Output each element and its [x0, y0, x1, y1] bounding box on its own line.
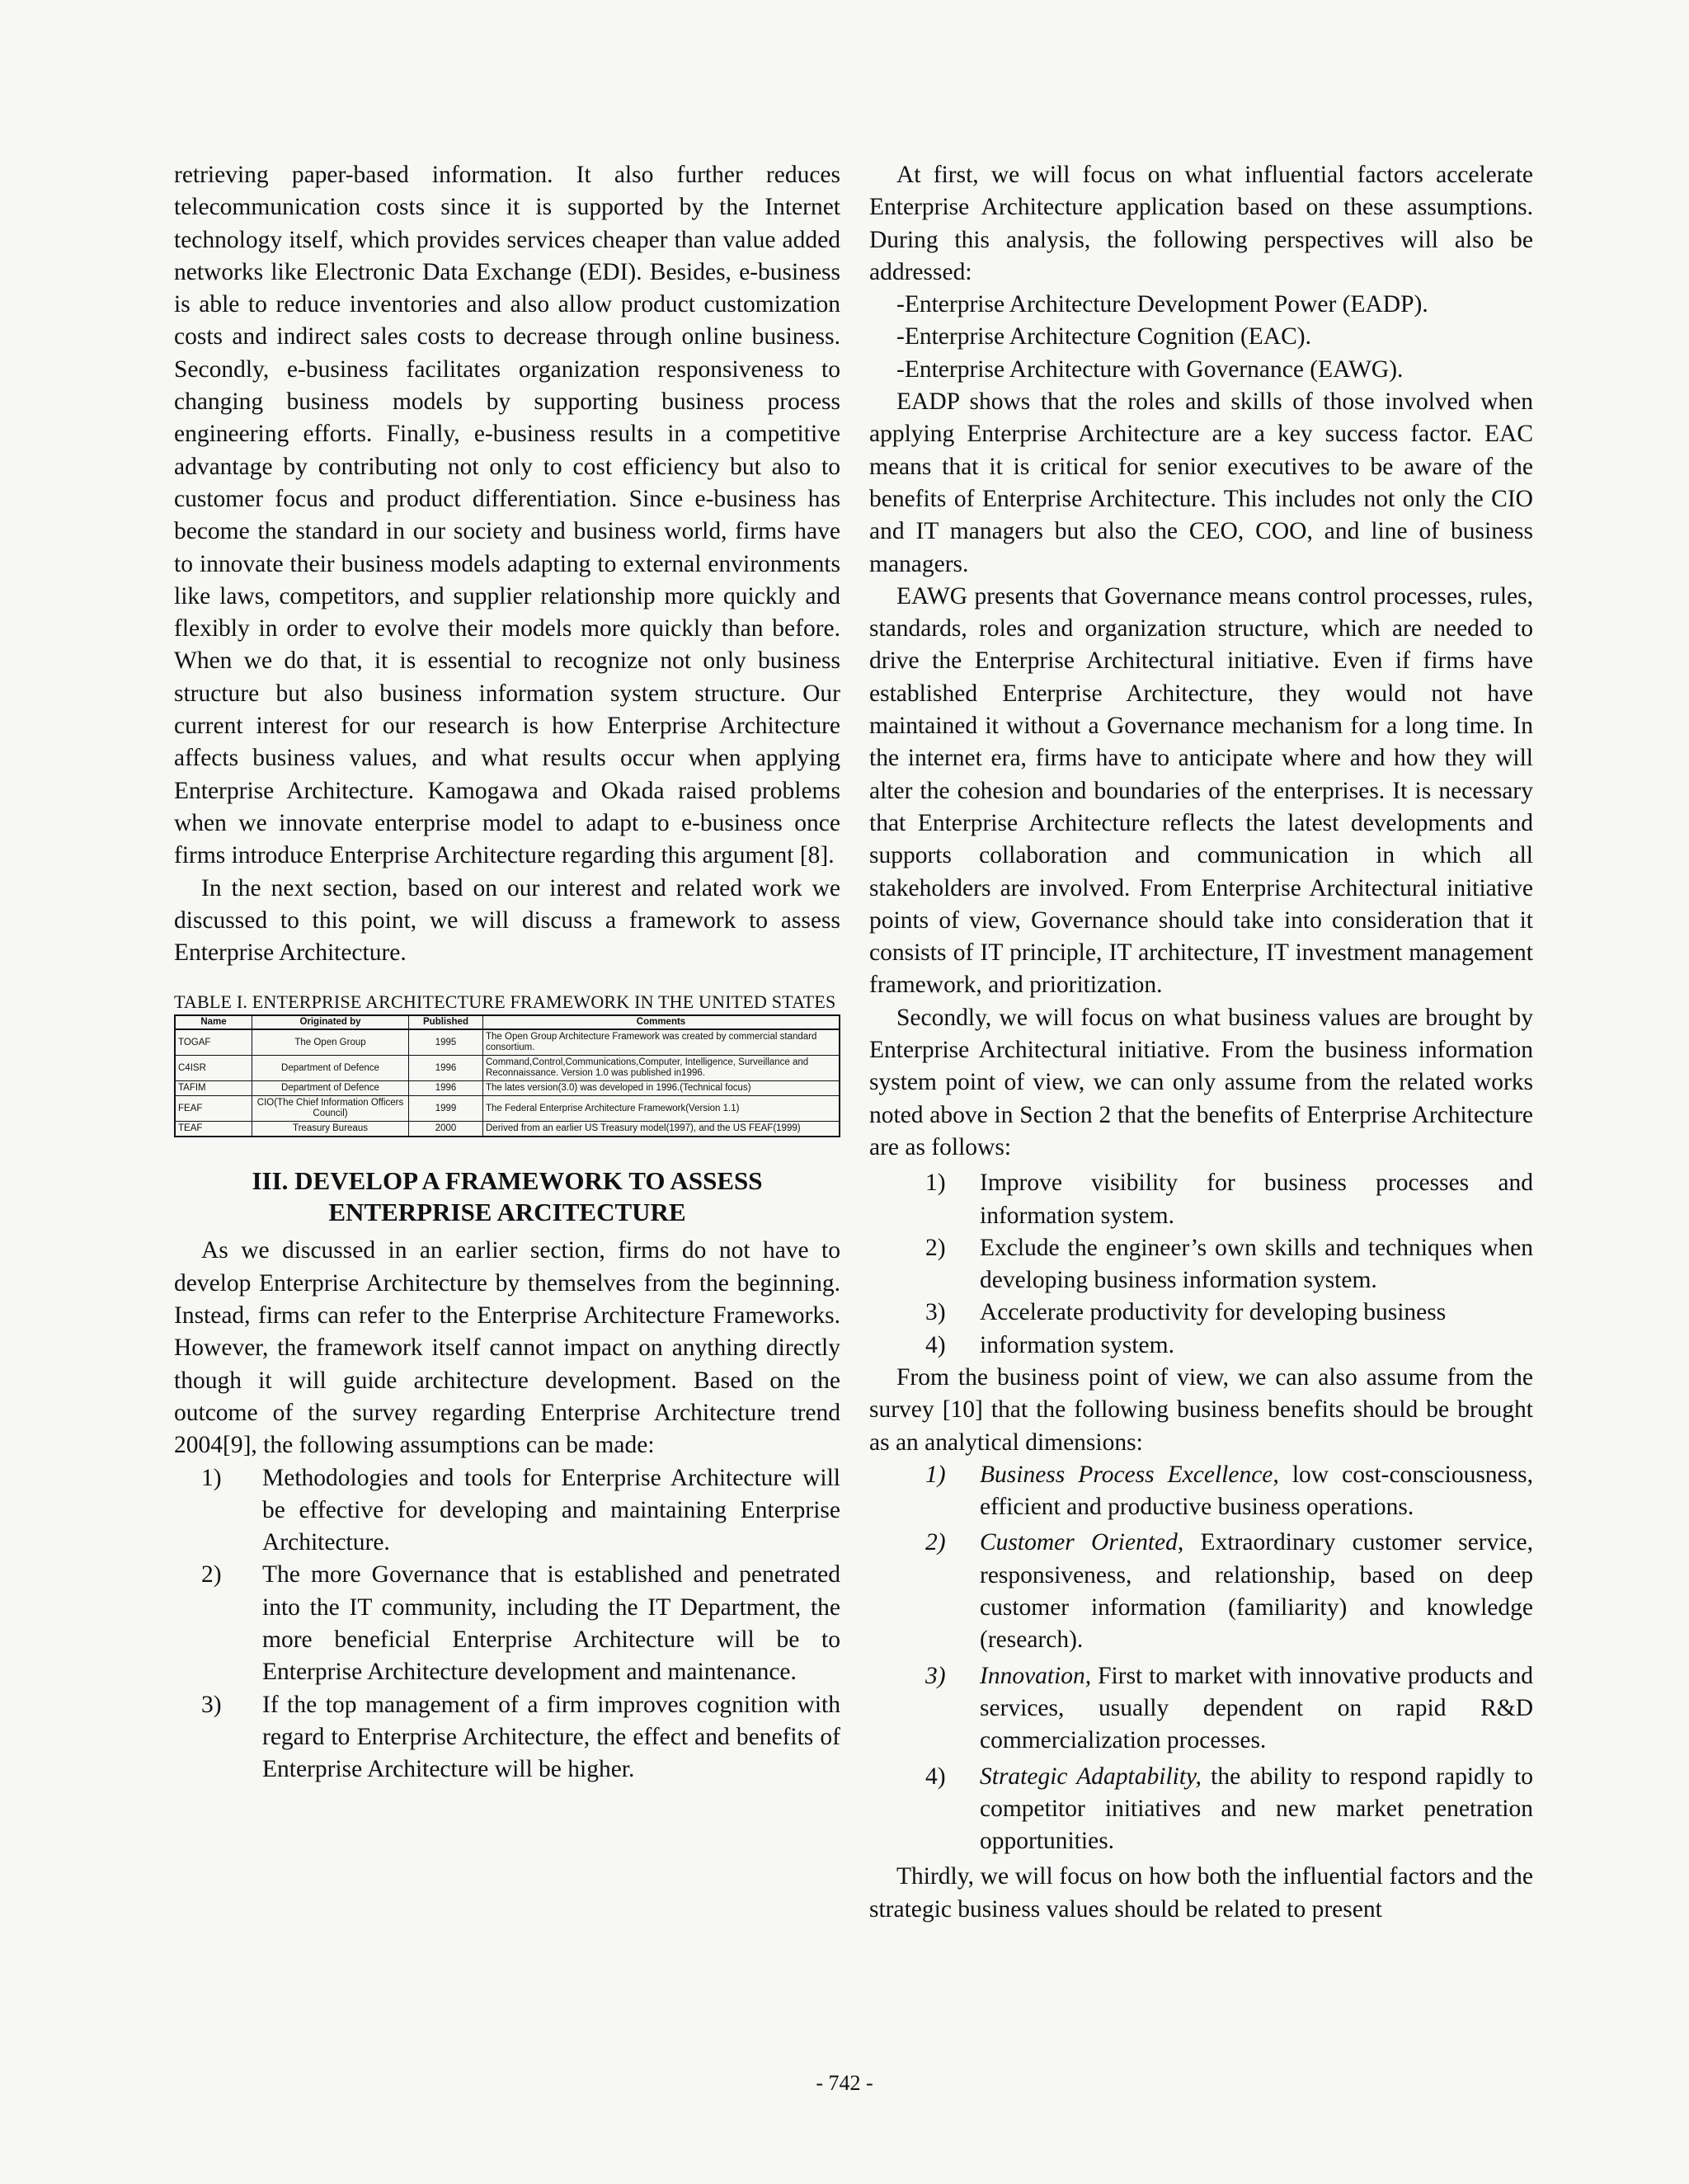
benefit-text: information system.	[980, 1331, 1174, 1358]
dimension-title: Customer Oriented,	[980, 1529, 1184, 1556]
perspective-item: -Enterprise Architecture with Governance (EAWG).	[896, 355, 1404, 383]
table-cell-published: 1995	[409, 1029, 483, 1056]
table-cell-comments: Command,Control,Communications,Computer, Intelligence, Surveillance and Reconnaissance. Version 1.0 was published in1996.	[483, 1056, 840, 1081]
table-cell-origin: The Open Group	[252, 1029, 409, 1056]
table-row	[175, 1122, 840, 1137]
section-heading-line-2: ENTERPRISE ARCITECTURE	[328, 1198, 686, 1227]
table-cell-origin: Treasury Bureaus	[252, 1122, 409, 1137]
left-paragraph-3: As we discussed in an earlier section, firms do not have to develop Enterprise Architecture by themselves from the beginning. Instead, firms can refer to the Enterprise Architecture Frameworks. However, the framework itself cannot impact on anything directly though it will guide architecture development. Based on the outcome of the survey regarding Enterprise Architecture trend 2004[9], the following assumptions can be made:	[174, 1237, 840, 1459]
table-cell-comments: The lates version(3.0) was developed in 1996.(Technical focus)	[483, 1081, 840, 1096]
perspective-item: -Enterprise Architecture Development Power (EADP).	[896, 291, 1428, 318]
benefit-item	[869, 1330, 1533, 1362]
table-header-published: Published	[409, 1015, 483, 1029]
secondly-paragraph: Secondly, we will focus on what business values are brought by Enterprise Architectural initiative. From the business information system point of view, we can only assume from the related works noted above in Section 2 that the benefits of Enterprise Architecture are as follows:	[869, 1004, 1533, 1160]
table-cell-published: 2000	[409, 1122, 483, 1137]
table-cell-origin: Department of Defence	[252, 1081, 409, 1096]
table-row	[175, 1029, 840, 1056]
left-paragraph-2: In the next section, based on our interest and related work we discussed to this point, we will discuss a framework to assess Enterprise Architecture.	[174, 874, 840, 967]
benefit-item	[869, 1167, 1533, 1232]
dimension-number: 1)	[925, 1461, 946, 1488]
dimension-item	[869, 1660, 1533, 1758]
benefit-text: Improve visibility for business processes and information system.	[980, 1170, 1533, 1229]
table-header-row	[175, 1015, 840, 1029]
benefit-number: 1)	[925, 1170, 946, 1197]
thirdly-paragraph: Thirdly, we will focus on how both the influential factors and the strategic business values should be related to present	[869, 1863, 1533, 1923]
dimension-title: Strategic Adaptability,	[980, 1763, 1202, 1790]
assumption-number: 3)	[201, 1691, 222, 1718]
assumption-number: 1)	[201, 1464, 222, 1491]
table-row	[175, 1056, 840, 1081]
table-header-comments: Comments	[483, 1015, 840, 1029]
table-cell-comments: Derived from an earlier US Treasury model(1997), and the US FEAF(1999)	[483, 1122, 840, 1137]
table-cell-published: 1996	[409, 1081, 483, 1096]
dimension-number: 4)	[925, 1763, 946, 1790]
benefit-number: 4)	[925, 1331, 946, 1358]
table-cell-name: TAFIM	[175, 1081, 252, 1096]
benefit-number: 2)	[925, 1234, 946, 1261]
dimension-item	[869, 1761, 1533, 1858]
table-cell-origin: CIO(The Chief Information Officers Council)	[252, 1096, 409, 1122]
assumption-item	[174, 1689, 840, 1786]
benefit-text: Exclude the engineer’s own skills and techniques when developing business information system.	[980, 1234, 1533, 1294]
eawg-paragraph: EAWG presents that Governance means control processes, rules, standards, roles and organization structure, which are needed to drive the Enterprise Architectural initiative. Even if firms have established Enterprise Architecture, they would not have maintained it without a Governance mechanism for a long time. In the internet era, firms have to anticipate where and how they will alter the cohesion and boundaries of the enterprises. It is necessary that Enterprise Architecture reflects the latest developments and supports collaboration and communication in which all stakeholders are involved. From Enterprise Architectural initiative points of view, Governance should take into consideration that it consists of IT principle, IT architecture, IT investment management framework, and prioritization.	[869, 582, 1533, 999]
section-heading	[174, 1165, 840, 1228]
benefit-text: Accelerate productivity for developing business	[980, 1299, 1447, 1326]
table-cell-name: FEAF	[175, 1096, 252, 1122]
page-number: - 742 -	[816, 2071, 873, 2095]
table-cell-comments: The Open Group Architecture Framework was created by commercial standard consortium.	[483, 1029, 840, 1056]
table-cell-name: TOGAF	[175, 1029, 252, 1056]
dimension-item	[869, 1459, 1533, 1524]
benefit-number: 3)	[925, 1299, 946, 1326]
benefit-item	[869, 1297, 1533, 1329]
dimension-text: First to market with innovative products and services, usually dependent on rapid R&D commercialization processes.	[980, 1662, 1533, 1754]
assumption-text: The more Governance that is established and penetrated into the IT community, including the IT Department, the more beneficial Enterprise Architecture will be to Enterprise Architecture development and maintenance.	[262, 1561, 840, 1686]
table-header-name: Name	[175, 1015, 252, 1029]
dimension-number: 2)	[925, 1529, 946, 1556]
right-paragraph-1: At first, we will focus on what influential factors accelerate Enterprise Architecture application based on these assumptions. During this analysis, the following perspectives will also be addressed:	[869, 162, 1533, 285]
dimension-text: low cost-consciousness, efficient and productive business operations.	[980, 1461, 1533, 1521]
dimension-text: the ability to respond rapidly to competitor initiatives and new market penetration opportunities.	[980, 1763, 1533, 1855]
section-heading-line-1: III. DEVELOP A FRAMEWORK TO ASSESS	[252, 1166, 763, 1196]
assumption-text: Methodologies and tools for Enterprise Architecture will be effective for developing and maintaining Enterprise Architecture.	[262, 1464, 840, 1556]
table-cell-name: TEAF	[175, 1122, 252, 1137]
business-paragraph: From the business point of view, we can also assume from the survey [10] that the following business benefits should be brought as an analytical dimensions:	[869, 1363, 1533, 1456]
assumption-item	[174, 1462, 840, 1560]
assumption-item	[174, 1559, 840, 1688]
perspective-item: -Enterprise Architecture Cognition (EAC).	[896, 323, 1311, 351]
framework-table	[174, 1014, 840, 1137]
right-column	[869, 159, 1533, 1926]
table-cell-published: 1999	[409, 1096, 483, 1122]
dimension-text: Extraordinary customer service, responsiveness, and relationship, based on deep customer information (familiarity) and knowledge (research).	[980, 1529, 1534, 1654]
table-cell-comments: The Federal Enterprise Architecture Framework(Version 1.1)	[483, 1096, 840, 1122]
table-row	[175, 1096, 840, 1122]
table-cell-name: C4ISR	[175, 1056, 252, 1081]
left-column	[174, 159, 840, 1786]
eadp-paragraph: EADP shows that the roles and skills of those involved when applying Enterprise Architecture are a key success factor. EAC means that it is critical for senior executives to be aware of the benefits of Enterprise Architecture. This includes not only the CIO and IT managers but also the CEO, COO, and line of business managers.	[869, 388, 1533, 577]
table-caption: TABLE I. ENTERPRISE ARCHITECTURE FRAMEWORK IN THE UNITED STATES	[174, 991, 836, 1013]
dimension-item	[869, 1527, 1533, 1656]
table-cell-published: 1996	[409, 1056, 483, 1081]
dimension-number: 3)	[925, 1662, 946, 1689]
table-row	[175, 1081, 840, 1096]
dimension-title: Innovation,	[980, 1662, 1092, 1689]
benefit-item	[869, 1232, 1533, 1297]
table-header-origin: Originated by	[252, 1015, 409, 1029]
table-cell-origin: Department of Defence	[252, 1056, 409, 1081]
left-paragraph-1: retrieving paper-based information. It also further reduces telecommunication costs since it is supported by the Internet technology itself, which provides services cheaper than value added networks like Electronic Data Exchange (EDI). Besides, e-business is able to reduce inventories and also allow product customization costs and indirect sales costs to decrease through online business. Secondly, e-business facilitates organization responsiveness to changing business models by supporting business process engineering efforts. Finally, e-business results in a competitive advantage by contributing not only to cost efficiency but also to customer focus and product differentiation. Since e-business has become the standard in our society and business world, firms have to innovate their business models adapting to external environments like laws, competitors, and supplier relationship more quickly and flexibly in order to evolve their models more quickly than before. When we do that, it is essential to recognize not only business structure but also business information system structure. Our current interest for our research is how Enterprise Architecture affects business values, and what results occur when applying Enterprise Architecture. Kamogawa and Okada raised problems when we innovate enterprise model to adapt to e-business once firms introduce Enterprise Architecture regarding this argument [8].	[174, 162, 840, 869]
assumption-number: 2)	[201, 1561, 222, 1589]
dimension-title: Business Process Excellence,	[980, 1461, 1279, 1488]
assumption-text: If the top management of a firm improves cognition with regard to Enterprise Architecture, the effect and benefits of Enterprise Architecture will be higher.	[262, 1691, 840, 1783]
